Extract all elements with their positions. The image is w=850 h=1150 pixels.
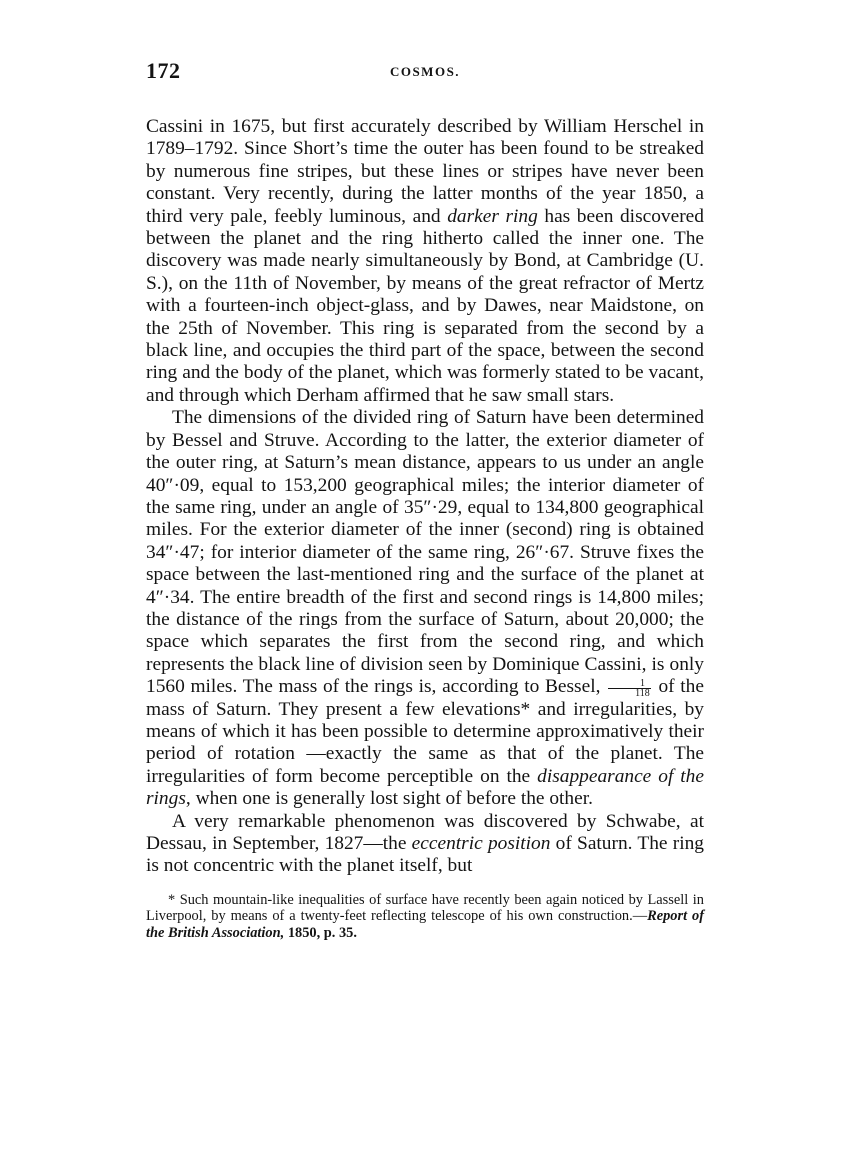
text-segment: of Saturn. The ring is not concentric with the planet itself, but [146,833,704,877]
footnote-body: * Such mountain-like inequalities of surface have recently been again noticed by Lassell in Liverpool, by means of a twenty-feet reflecting telescope of his own construction.— [146,891,704,925]
book-page [146,58,704,942]
footnote-year: 1850, p. 35. [284,925,357,941]
page-number: 172 [146,58,181,83]
text-segment: , when one is generally lost sight of before the other. [185,788,593,810]
footnote-text [146,892,704,942]
text-segment: has been discovered between the planet and the ring hitherto called the inner one. The discovery was made nearly simultaneously by Bond, at Cambridge (U. S.), on the 11th of November, by means of the great refractor of Mertz with a fourteen-inch object-glass, and by Dawes, near Maidstone, on the 25th of November. This ring is separated from the second by a black line, and occupies the third part of the space, between the second ring and the body of the planet, which was formerly stated to be vacant, and through which Derham affirmed that he saw small stars. [146,205,704,406]
running-title: COSMOS. [389,64,461,79]
paragraph-ring-dimensions [146,407,704,810]
fraction-ring-mass [608,679,651,698]
text-segment: Cassini in 1675, but first accurately described by William Herschel in 1789–1792. Since Short’s time the outer has been found to be streaked by numerous fine stripes, but these lines or stripes have never been constant. Very recently, during the latter months of the year 1850, a third very pale, feebly luminous, and [146,116,704,227]
body-text [146,116,704,878]
italic-eccentric-position: eccentric position [411,833,551,854]
footnote [146,892,704,942]
text-segment: The dimensions of the divided ring of Saturn have been determined by Bessel and Struve. According to the latter, the exterior diameter of the outer ring, at Saturn’s mean distance, appears to us under an angle 40″·09, equal to 153,200 geographical miles; the interior diameter of the same ring, under an angle of 35″·29, equal to 134,800 geographical miles. For the exterior diameter of the inner (second) ring is obtained 34″·47; for interior diameter of the same ring, 26″·67. Struve fixes the space between the last-mentioned ring and the surface of the planet at 4″·34. The entire breadth of the first and second rings is 14,800 miles; the distance of the rings from the surface of Saturn, about 20,000; the space which separates the first from the second ring, and which represents the black line of division seen by Dominique Cassini, is only 1560 miles. The mass of the rings is, according to Bessel, [146,407,704,698]
italic-darker-ring: darker ring [447,205,538,227]
text-segment: A very remarkable phenomenon was discovered by Schwabe, at Dessau, in September, 1827—the [146,810,704,854]
text-segment: of the mass of Saturn. They present a few elevations* and irregularities, by means of which it has been possible to determine approximatively their period of rotation —exactly the same as that of the planet. The irregularities of form become perceptible on the [146,676,704,787]
italic-disappearance-of-rings: disappearance of the rings [146,765,704,810]
page-header [146,58,704,92]
paragraph-cassini-rings [146,116,704,407]
footnote-reference: Report of the British Association, [146,908,704,941]
paragraph-schwabe [146,811,704,878]
fraction-denominator: 118 [635,688,650,700]
fraction-numerator: 1 [608,679,651,689]
